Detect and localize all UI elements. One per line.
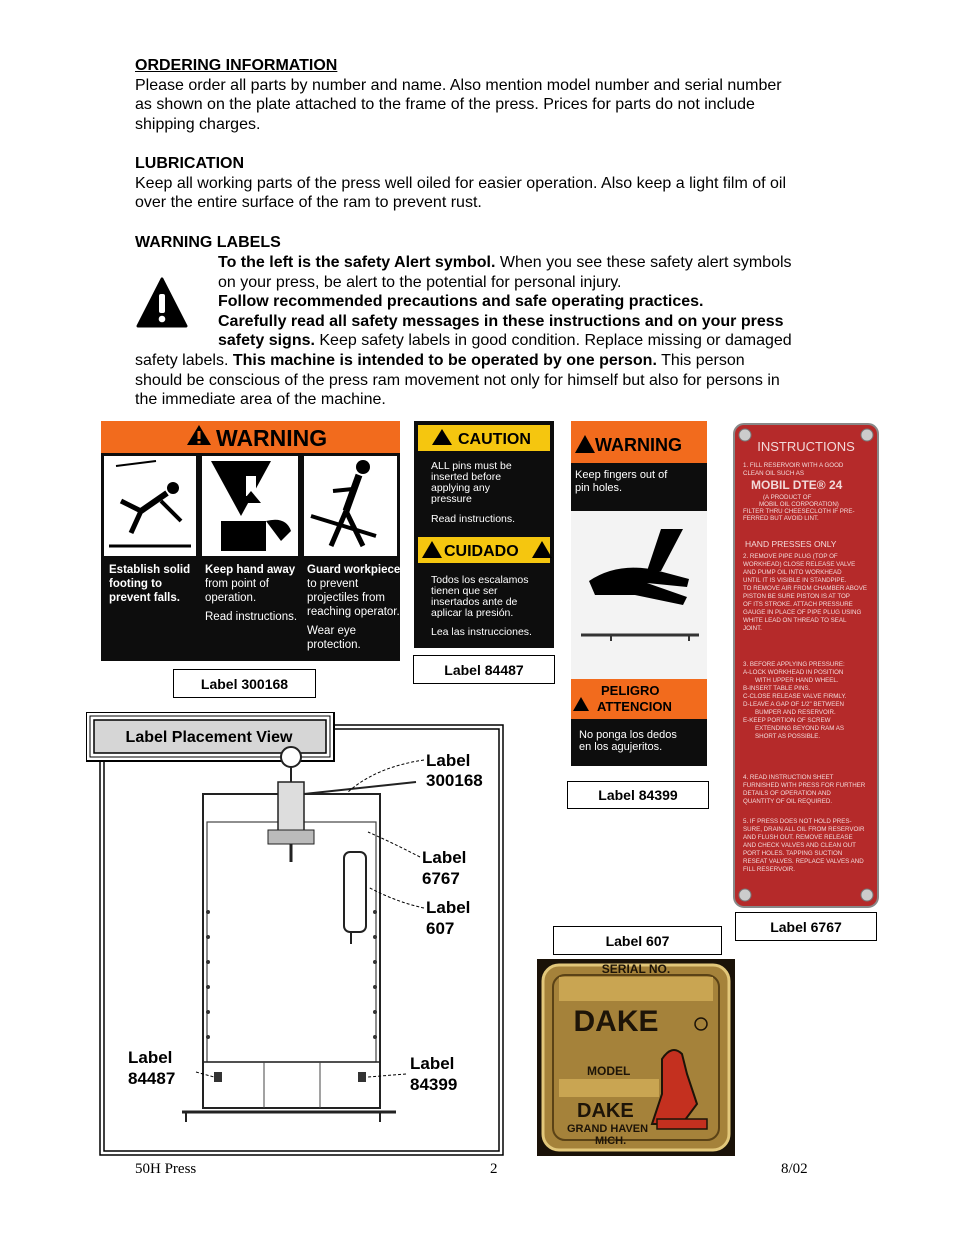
label-84487-image [414, 421, 554, 648]
svg-text:FURNISHED WITH PRESS FOR FURTH: FURNISHED WITH PRESS FOR FURTHER [743, 782, 866, 789]
footer-date: 8/02 [781, 1161, 808, 1177]
svg-text:E-KEEP PORTION OF SCREW: E-KEEP PORTION OF SCREW [743, 717, 831, 724]
label-300168-image [101, 421, 400, 661]
footer-left: 50H Press [135, 1161, 197, 1177]
footer-page-number: 2 [490, 1161, 498, 1177]
svg-text:AND FLUSH OUT. REMOVE RELEASE: AND FLUSH OUT. REMOVE RELEASE [743, 834, 853, 841]
svg-text:FERRED BUT AVOID LINT.: FERRED BUT AVOID LINT. [743, 515, 819, 522]
label-placement-diagram [86, 712, 506, 1157]
svg-text:AND CHECK VALVES AND CLEAN OUT: AND CHECK VALVES AND CLEAN OUT [743, 842, 856, 849]
callout-84487-line-2: 84487 [128, 1069, 176, 1088]
caption-label-84487: Label 84487 [413, 655, 555, 684]
callout-300168-line-1: Label [426, 751, 471, 770]
callout-84487-line-1: Label [128, 1048, 173, 1067]
label-607-image [537, 959, 735, 1156]
warning-line-6-rest: This person [656, 352, 745, 369]
svg-text:reaching operator.: reaching operator. [307, 606, 400, 618]
svg-text:Keep fingers out of: Keep fingers out of [575, 469, 668, 481]
label-607-brand: DAKE [573, 1005, 659, 1038]
svg-text:C-CLOSE RELEASE VALVE FIRMLY.: C-CLOSE RELEASE VALVE FIRMLY. [743, 693, 847, 700]
svg-text:to prevent: to prevent [307, 578, 359, 590]
svg-text:A-LOCK WORKHEAD IN POSITION: A-LOCK WORKHEAD IN POSITION [743, 669, 844, 676]
caption-label-6767: Label 6767 [735, 912, 877, 941]
svg-text:MICH.: MICH. [595, 1135, 627, 1147]
safety-alert-icon [136, 277, 188, 329]
warning-line-7: should be conscious of the press ram movement not only for himself but also for persons in [135, 371, 780, 389]
svg-text:ALL pins must be: ALL pins must be [431, 460, 512, 472]
svg-text:BUMPER AND RESERVOIR.: BUMPER AND RESERVOIR. [755, 709, 836, 716]
callout-6767-line-1: Label [422, 848, 467, 867]
label-84487-cuidado: CUIDADO [444, 543, 519, 560]
warning-line-6-bold: This machine is intended to be operated by one person. [232, 352, 657, 369]
svg-text:D-LEAVE A GAP OF 1/2" BETWEEN: D-LEAVE A GAP OF 1/2" BETWEEN [743, 701, 844, 708]
label-607-brand-2: DAKE [577, 1100, 634, 1122]
svg-text:TO REMOVE AIR FROM CHAMBER ABO: TO REMOVE AIR FROM CHAMBER ABOVE [743, 585, 867, 592]
svg-text:1. FILL RESERVOIR WITH A GOOD: 1. FILL RESERVOIR WITH A GOOD [743, 462, 844, 469]
lubrication-line-1: Keep all working parts of the press well oiled for easier operation. Also keep a light film of oil [135, 174, 787, 192]
svg-text:4. READ INSTRUCTION SHEET: 4. READ INSTRUCTION SHEET [743, 774, 834, 781]
ordering-line-1: Please order all parts by number and name. Also mention model number and serial number [135, 76, 782, 94]
svg-text:MOBIL OIL CORPORATION): MOBIL OIL CORPORATION) [759, 501, 839, 508]
svg-text:No ponga los dedos: No ponga los dedos [579, 729, 677, 741]
svg-text:operation.: operation. [205, 592, 257, 604]
label-84399-image [571, 421, 707, 766]
label-84399-peligro: PELIGRO [601, 683, 660, 698]
svg-text:WORKHEAD) CLOSE RELEASE VALVE: WORKHEAD) CLOSE RELEASE VALVE [743, 561, 856, 568]
label-84487-caution: CAUTION [458, 431, 531, 448]
svg-text:Establish solid: Establish solid [109, 564, 191, 576]
svg-text:DETAILS OF OPERATION AND: DETAILS OF OPERATION AND [743, 790, 831, 797]
svg-text:SURE, DRAIN ALL OIL FROM RESER: SURE, DRAIN ALL OIL FROM RESERVOIR [743, 826, 865, 833]
label-84399-atencion: ATTENCION [597, 699, 672, 714]
svg-text:OF ITS STROKE. ATTACH PRESSURE: OF ITS STROKE. ATTACH PRESSURE [743, 601, 853, 608]
svg-text:aplicar la presión.: aplicar la presión. [431, 607, 514, 619]
svg-text:5. IF PRESS DOES NOT HOLD PRES: 5. IF PRESS DOES NOT HOLD PRES- [743, 818, 852, 825]
ordering-heading: ORDERING INFORMATION [135, 57, 338, 74]
svg-text:pressure: pressure [431, 493, 472, 505]
ordering-line-3: shipping charges. [135, 115, 261, 133]
svg-text:WITH UPPER HAND WHEEL.: WITH UPPER HAND WHEEL. [755, 677, 839, 684]
callout-84399-line-2: 84399 [410, 1075, 458, 1094]
svg-text:HAND PRESSES ONLY: HAND PRESSES ONLY [745, 539, 837, 549]
label-300168-header: WARNING [216, 425, 328, 451]
caption-label-84399: Label 84399 [567, 781, 709, 809]
warning-body [135, 351, 780, 410]
svg-text:MOBIL DTE® 24: MOBIL DTE® 24 [751, 478, 843, 492]
caption-label-607: Label 607 [553, 926, 722, 955]
callout-300168-line-2: 300168 [426, 771, 483, 790]
svg-text:2. REMOVE PIPE PLUG (TOP OF: 2. REMOVE PIPE PLUG (TOP OF [743, 553, 838, 560]
warning-line-5-rest: Keep safety labels in good condition. Replace missing or damaged [314, 332, 792, 350]
warning-line-4-bold: Carefully read all safety messages in these instructions and on your press [218, 312, 784, 330]
svg-text:GRAND HAVEN: GRAND HAVEN [567, 1123, 649, 1135]
svg-text:FILTER THRU CHEESECLOTH IF PRE: FILTER THRU CHEESECLOTH IF PRE- [743, 508, 855, 515]
svg-text:GAUGE IN PLACE OF PIPE PLUG US: GAUGE IN PLACE OF PIPE PLUG USING [743, 609, 862, 616]
warning-line-1-bold: To the left is the safety Alert symbol. [218, 254, 496, 271]
ordering-section [135, 56, 782, 134]
warning-intro [218, 253, 858, 351]
svg-text:(A PRODUCT OF: (A PRODUCT OF [763, 494, 812, 501]
warning-line-3-bold: Follow recommended precautions and safe operating practices. [218, 293, 704, 311]
svg-text:Guard workpiece: Guard workpiece [307, 564, 400, 576]
svg-text:MODEL: MODEL [587, 1064, 631, 1078]
svg-text:applying any: applying any [431, 482, 490, 494]
warning-line-5-bold: safety signs. [218, 332, 315, 350]
callout-6767-line-2: 6767 [422, 869, 460, 888]
label-6767-image [733, 423, 879, 908]
callout-607-line-2: 607 [426, 919, 455, 938]
svg-text:Todos los escalamos: Todos los escalamos [431, 574, 529, 586]
warning-labels-heading: WARNING LABELS [135, 234, 281, 251]
svg-text:inserted before: inserted before [431, 471, 502, 483]
svg-text:from point of: from point of [205, 578, 269, 590]
svg-text:Wear eye: Wear eye [307, 625, 357, 637]
lubrication-line-2: over the entire surface of the ram to prevent rust. [135, 194, 482, 212]
svg-text:en los agujeritos.: en los agujeritos. [579, 741, 663, 753]
warning-line-1-rest: When you see these safety alert symbols [495, 254, 792, 271]
svg-text:insertados ante de: insertados ante de [431, 596, 518, 608]
svg-text:FILL RESERVOIR.: FILL RESERVOIR. [743, 866, 795, 873]
svg-text:UNTIL IT IS VISIBLE IN STANDPI: UNTIL IT IS VISIBLE IN STANDPIPE. [743, 577, 847, 584]
svg-text:SERIAL NO.: SERIAL NO. [601, 962, 671, 976]
svg-text:CLEAN OIL SUCH AS: CLEAN OIL SUCH AS [743, 470, 804, 477]
svg-text:footing to: footing to [109, 578, 163, 590]
svg-text:Lea las instrucciones.: Lea las instrucciones. [431, 626, 532, 638]
svg-text:RESEAT VALVES. REPLACE VALVES: RESEAT VALVES. REPLACE VALVES AND [743, 858, 864, 865]
svg-text:protection.: protection. [307, 639, 361, 651]
label-6767-title: INSTRUCTIONS [757, 439, 855, 454]
svg-text:B-INSERT TABLE PINS.: B-INSERT TABLE PINS. [743, 685, 811, 692]
svg-text:tienen que ser: tienen que ser [431, 585, 498, 597]
svg-text:pin holes.: pin holes. [575, 482, 623, 494]
warning-line-6a: safety labels. [135, 352, 233, 369]
svg-text:PORT HOLES. TAPPING SUCTION: PORT HOLES. TAPPING SUCTION [743, 850, 843, 857]
svg-text:EXTENDING BEYOND RAM AS: EXTENDING BEYOND RAM AS [755, 725, 845, 732]
callout-84399-line-1: Label [410, 1054, 455, 1073]
svg-text:3. BEFORE APPLYING PRESSURE:: 3. BEFORE APPLYING PRESSURE: [743, 661, 845, 668]
ordering-line-2: as shown on the plate attached to the frame of the press. Prices for parts do not include [135, 96, 755, 114]
lubrication-section [135, 154, 786, 213]
svg-text:Read instructions.: Read instructions. [431, 513, 516, 525]
label-84399-warning: WARNING [595, 435, 682, 455]
warning-line-2: on your press, be alert to the potential for personal injury. [218, 273, 622, 291]
warning-line-8: the immediate area of the machine. [135, 391, 386, 409]
svg-text:JOINT.: JOINT. [743, 625, 762, 632]
lubrication-heading: LUBRICATION [135, 155, 245, 172]
svg-text:Keep hand away: Keep hand away [205, 564, 296, 576]
svg-text:SHORT AS POSSIBLE.: SHORT AS POSSIBLE. [755, 733, 821, 740]
svg-text:QUANTITY OF OIL REQUIRED.: QUANTITY OF OIL REQUIRED. [743, 798, 833, 805]
svg-text:Read instructions.: Read instructions. [205, 611, 298, 623]
svg-text:PISTON BE SURE PISTON IS AT TO: PISTON BE SURE PISTON IS AT TOP [743, 593, 850, 600]
placement-title: Label Placement View [125, 729, 293, 746]
svg-text:WHITE LEAD ON THREAD TO SEAL: WHITE LEAD ON THREAD TO SEAL [743, 617, 847, 624]
callout-607-line-1: Label [426, 898, 471, 917]
svg-text:prevent falls.: prevent falls. [109, 592, 180, 604]
svg-text:AND PUMP OIL INTO WORKHEAD: AND PUMP OIL INTO WORKHEAD [743, 569, 842, 576]
caption-label-300168: Label 300168 [173, 669, 316, 698]
svg-text:projectiles from: projectiles from [307, 592, 385, 604]
